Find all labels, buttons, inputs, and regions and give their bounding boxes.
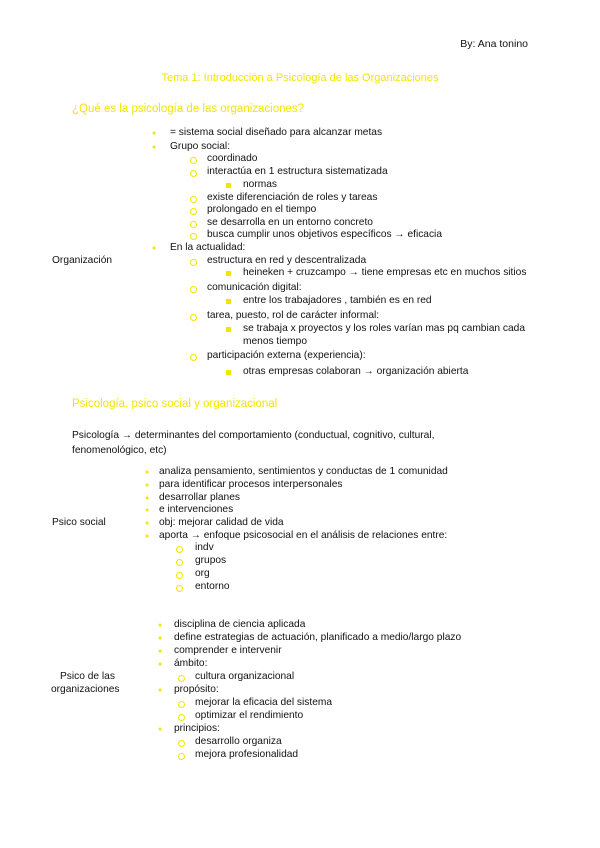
list-item: participación externa (experiencia): bbox=[207, 350, 366, 361]
list-item: Grupo social: bbox=[170, 141, 231, 152]
bullet-icon bbox=[178, 701, 185, 708]
bullet-icon: ● bbox=[158, 726, 163, 733]
bullet-icon bbox=[176, 585, 183, 592]
bullet-icon bbox=[226, 299, 231, 304]
bullet-icon bbox=[176, 572, 183, 579]
list-item: para identificar procesos interpersonales bbox=[159, 479, 343, 490]
bullet-icon: ● bbox=[152, 144, 157, 151]
bullet-icon bbox=[190, 286, 197, 293]
list-item: desarrollar planes bbox=[159, 492, 240, 503]
list-item: org bbox=[195, 568, 210, 579]
bullet-icon bbox=[178, 753, 185, 760]
list-item: grupos bbox=[195, 555, 227, 566]
bullet-icon bbox=[176, 546, 183, 553]
bullet-icon: ● bbox=[158, 661, 163, 668]
list-item: busca cumplir unos objetivos específicos → eficacia bbox=[207, 229, 442, 240]
bullet-icon: ● bbox=[145, 533, 150, 540]
list-item: comunicación digital: bbox=[207, 282, 302, 293]
list-item: coordinado bbox=[207, 153, 258, 164]
bullet-icon bbox=[190, 314, 197, 321]
list-item: menos tiempo bbox=[243, 336, 307, 347]
list-item: e intervenciones bbox=[159, 504, 234, 515]
bullet-icon: ● bbox=[158, 648, 163, 655]
list-item: heineken + cruzcampo → tiene empresas etc en muchos sitios bbox=[243, 267, 527, 278]
bullet-icon bbox=[190, 259, 197, 266]
bullet-icon bbox=[190, 208, 197, 215]
page-title: Tema 1: Introducción a Psicología de las Organizaciones bbox=[161, 72, 439, 84]
list-item: normas bbox=[243, 179, 277, 190]
bullet-icon: ● bbox=[145, 520, 150, 527]
psicologia-paragraph-line-1: Psicología → determinantes del comportamiento (conductual, cognitivo, cultural, bbox=[72, 430, 435, 441]
list-item: aporta → enfoque psicosocial en el análisis de relaciones entre: bbox=[159, 530, 448, 541]
bullet-icon bbox=[226, 327, 231, 332]
list-item: cultura organizacional bbox=[195, 671, 295, 682]
bullet-icon bbox=[190, 233, 197, 240]
bullet-icon: ● bbox=[158, 622, 163, 629]
bullet-icon: ● bbox=[145, 495, 150, 502]
bullet-icon bbox=[190, 196, 197, 203]
bullet-icon bbox=[178, 740, 185, 747]
list-item: = sistema social diseñado para alcanzar metas bbox=[170, 127, 383, 138]
list-item: disciplina de ciencia aplicada bbox=[174, 619, 306, 630]
side-label-organizacion: Organización bbox=[52, 255, 113, 266]
list-item: indv bbox=[195, 542, 214, 553]
bullet-icon: ● bbox=[145, 482, 150, 489]
author-credit: By: Ana tonino bbox=[460, 38, 528, 50]
bullet-icon bbox=[226, 183, 231, 188]
list-item: analiza pensamiento, sentimientos y conductas de 1 comunidad bbox=[159, 466, 448, 477]
list-item: entorno bbox=[195, 581, 230, 592]
psicologia-paragraph-line-2: fenomenológico, etc) bbox=[72, 445, 167, 456]
bullet-icon bbox=[190, 170, 197, 177]
list-item: otras empresas colaboran → organización abierta bbox=[243, 366, 469, 377]
bullet-icon: ● bbox=[152, 130, 157, 137]
list-item: interactúa en 1 estructura sistematizada bbox=[207, 166, 388, 177]
section-heading-2: Psicología, psico social y organizacional bbox=[72, 398, 278, 410]
bullet-icon bbox=[178, 675, 185, 682]
list-item: optimizar el rendimiento bbox=[195, 710, 304, 721]
bullet-icon: ● bbox=[152, 245, 157, 252]
list-item: propósito: bbox=[174, 684, 219, 695]
list-item: se trabaja x proyectos y los roles varían mas pq cambian cada bbox=[243, 323, 525, 334]
list-item: principios: bbox=[174, 723, 220, 734]
list-item: estructura en red y descentralizada bbox=[207, 255, 367, 266]
list-item: existe diferenciación de roles y tareas bbox=[207, 192, 378, 203]
list-item: se desarrolla en un entorno concreto bbox=[207, 217, 373, 228]
list-item: obj: mejorar calidad de vida bbox=[159, 517, 284, 528]
bullet-icon: ● bbox=[145, 507, 150, 514]
bullet-icon bbox=[190, 221, 197, 228]
list-item: entre los trabajadores , también es en red bbox=[243, 295, 432, 306]
side-label-psico-org-1: Psico de las bbox=[60, 671, 115, 682]
list-item: desarrollo organiza bbox=[195, 736, 282, 747]
bullet-icon: ● bbox=[145, 469, 150, 476]
side-label-psico-org-2: organizaciones bbox=[51, 684, 120, 695]
bullet-icon bbox=[176, 559, 183, 566]
list-item: mejora profesionalidad bbox=[195, 749, 299, 760]
list-item: mejorar la eficacia del sistema bbox=[195, 697, 333, 708]
section-heading-1: ¿Qué es la psicología de las organizaciones? bbox=[72, 103, 305, 115]
list-item: ámbito: bbox=[174, 658, 208, 669]
bullet-icon bbox=[178, 714, 185, 721]
bullet-icon bbox=[226, 271, 231, 276]
list-item: En la actualidad: bbox=[170, 242, 246, 253]
bullet-icon bbox=[190, 354, 197, 361]
side-label-psico-social: Psico social bbox=[52, 517, 106, 528]
list-item: prolongado en el tiempo bbox=[207, 204, 317, 215]
list-item: define estrategias de actuación, planificado a medio/largo plazo bbox=[174, 632, 462, 643]
list-item: tarea, puesto, rol de carácter informal: bbox=[207, 310, 380, 321]
bullet-icon bbox=[226, 370, 231, 375]
list-item: comprender e intervenir bbox=[174, 645, 282, 656]
bullet-icon bbox=[190, 157, 197, 164]
bullet-icon: ● bbox=[158, 687, 163, 694]
bullet-icon: ● bbox=[158, 635, 163, 642]
